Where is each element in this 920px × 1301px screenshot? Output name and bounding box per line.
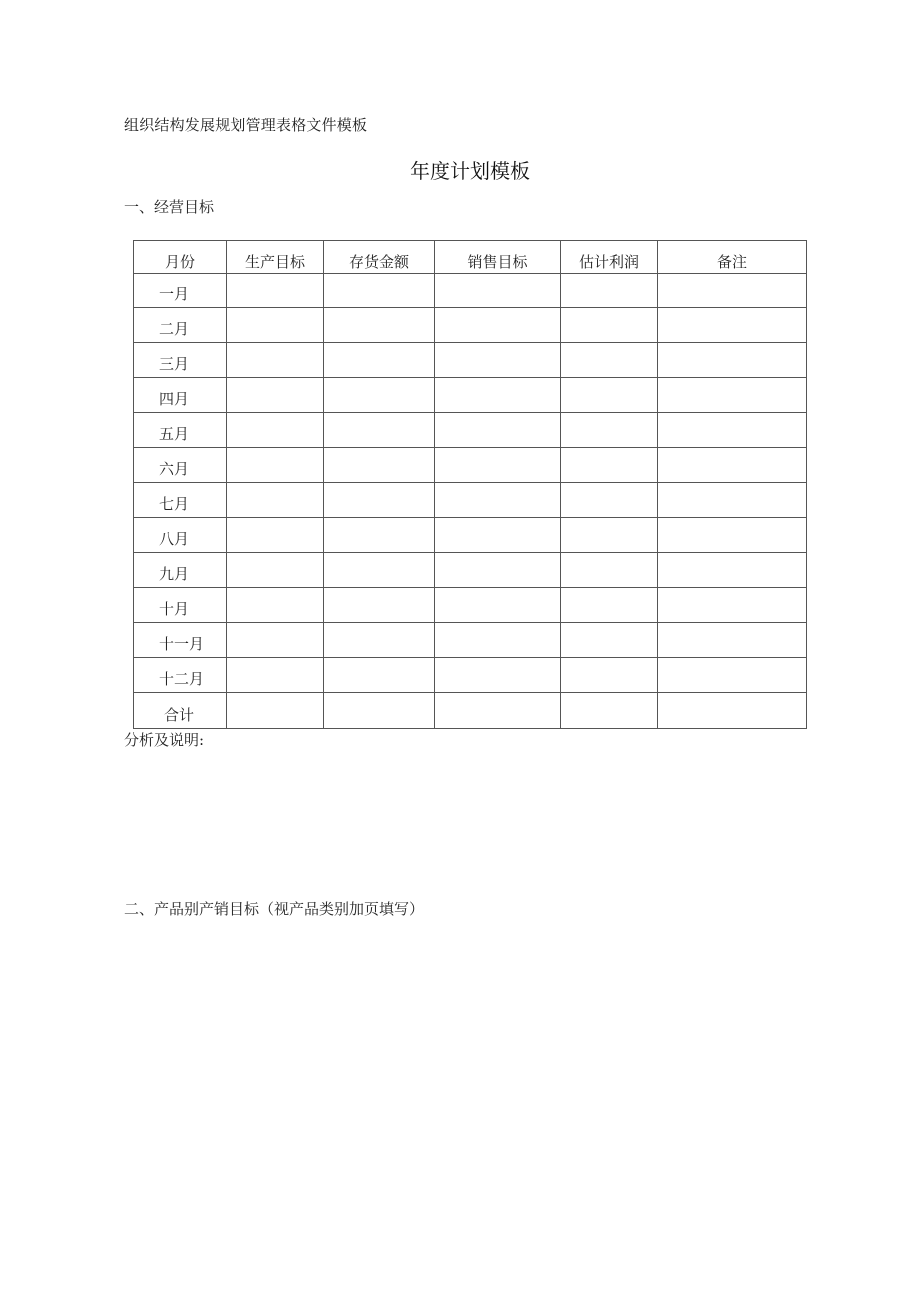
table-cell[interactable] (561, 343, 658, 378)
table-cell[interactable] (227, 623, 324, 658)
table-row (134, 518, 807, 553)
table-cell[interactable] (561, 274, 658, 308)
table-row (134, 693, 807, 729)
month-cell: 六月 (134, 448, 227, 483)
section-heading-business-goals: 一、经营目标 (124, 198, 215, 216)
table-cell[interactable] (435, 448, 561, 483)
table-cell[interactable] (561, 658, 658, 693)
table-cell[interactable] (435, 623, 561, 658)
table-cell[interactable] (227, 518, 324, 553)
table-cell[interactable] (658, 378, 807, 413)
table-cell[interactable] (324, 518, 435, 553)
month-cell: 九月 (134, 553, 227, 588)
table-cell[interactable] (435, 343, 561, 378)
table-row (134, 658, 807, 693)
table-cell[interactable] (324, 553, 435, 588)
table-cell[interactable] (658, 588, 807, 623)
table-cell[interactable] (435, 518, 561, 553)
section-heading-product-targets: 二、产品别产销目标（视产品类别加页填写） (124, 900, 425, 918)
column-header-month: 月份 (134, 241, 227, 274)
table-cell[interactable] (561, 553, 658, 588)
month-cell: 五月 (134, 413, 227, 448)
table-row (134, 588, 807, 623)
month-cell: 八月 (134, 518, 227, 553)
table-cell[interactable] (435, 553, 561, 588)
table-cell[interactable] (324, 623, 435, 658)
month-cell: 二月 (134, 308, 227, 343)
table-cell[interactable] (227, 308, 324, 343)
table-cell[interactable] (227, 658, 324, 693)
column-header-inventory-amount: 存货金额 (324, 241, 435, 274)
table-cell[interactable] (435, 308, 561, 343)
annual-plan-table (133, 240, 807, 729)
table-cell[interactable] (658, 623, 807, 658)
table-cell[interactable] (435, 693, 561, 729)
table-row (134, 483, 807, 518)
column-header-sales-target: 销售目标 (435, 241, 561, 274)
table-cell[interactable] (227, 588, 324, 623)
table-cell[interactable] (658, 553, 807, 588)
table-cell[interactable] (561, 588, 658, 623)
table-cell[interactable] (435, 658, 561, 693)
table-cell[interactable] (227, 274, 324, 308)
table-cell[interactable] (227, 693, 324, 729)
analysis-label: 分析及说明: (124, 731, 205, 749)
table-cell[interactable] (324, 343, 435, 378)
column-header-remarks: 备注 (658, 241, 807, 274)
table-cell[interactable] (227, 378, 324, 413)
month-cell: 十一月 (134, 623, 227, 658)
month-cell: 十二月 (134, 658, 227, 693)
table-row (134, 378, 807, 413)
table-cell[interactable] (658, 274, 807, 308)
table-cell[interactable] (324, 588, 435, 623)
table-cell[interactable] (227, 448, 324, 483)
table-cell[interactable] (561, 308, 658, 343)
table-cell[interactable] (227, 413, 324, 448)
table-cell[interactable] (435, 274, 561, 308)
month-cell: 一月 (134, 274, 227, 308)
table-cell[interactable] (658, 518, 807, 553)
table-cell[interactable] (658, 658, 807, 693)
column-header-production-target: 生产目标 (227, 241, 324, 274)
column-header-estimated-profit: 估计利润 (561, 241, 658, 274)
table-cell[interactable] (227, 343, 324, 378)
table-row (134, 413, 807, 448)
month-cell: 七月 (134, 483, 227, 518)
table-cell[interactable] (561, 483, 658, 518)
table-cell[interactable] (658, 483, 807, 518)
table-cell[interactable] (435, 378, 561, 413)
table-row (134, 553, 807, 588)
month-cell: 四月 (134, 378, 227, 413)
table-cell[interactable] (435, 413, 561, 448)
table-cell[interactable] (658, 413, 807, 448)
table-cell[interactable] (561, 693, 658, 729)
table-cell[interactable] (561, 623, 658, 658)
table-cell[interactable] (324, 693, 435, 729)
table-cell[interactable] (324, 448, 435, 483)
header-note: 组织结构发展规划管理表格文件模板 (124, 116, 368, 134)
table-cell[interactable] (227, 483, 324, 518)
page-title: 年度计划模板 (410, 159, 530, 183)
table-row (134, 308, 807, 343)
table-cell[interactable] (324, 483, 435, 518)
table-row (134, 448, 807, 483)
table-cell[interactable] (435, 483, 561, 518)
table-cell[interactable] (324, 308, 435, 343)
table-row (134, 343, 807, 378)
table-row (134, 623, 807, 658)
table-cell[interactable] (324, 274, 435, 308)
table-cell[interactable] (658, 343, 807, 378)
table-header-row (134, 241, 807, 274)
month-cell: 十月 (134, 588, 227, 623)
table-row (134, 274, 807, 308)
table-cell[interactable] (561, 518, 658, 553)
table-cell[interactable] (658, 448, 807, 483)
table-cell[interactable] (324, 378, 435, 413)
table-cell[interactable] (324, 658, 435, 693)
table-cell[interactable] (561, 413, 658, 448)
table-cell[interactable] (435, 588, 561, 623)
table-cell[interactable] (658, 693, 807, 729)
table-cell[interactable] (658, 308, 807, 343)
table-cell[interactable] (324, 413, 435, 448)
table-cell[interactable] (227, 553, 324, 588)
table-cell[interactable] (561, 378, 658, 413)
table-cell[interactable] (561, 448, 658, 483)
month-cell: 三月 (134, 343, 227, 378)
month-cell: 合计 (134, 693, 227, 729)
